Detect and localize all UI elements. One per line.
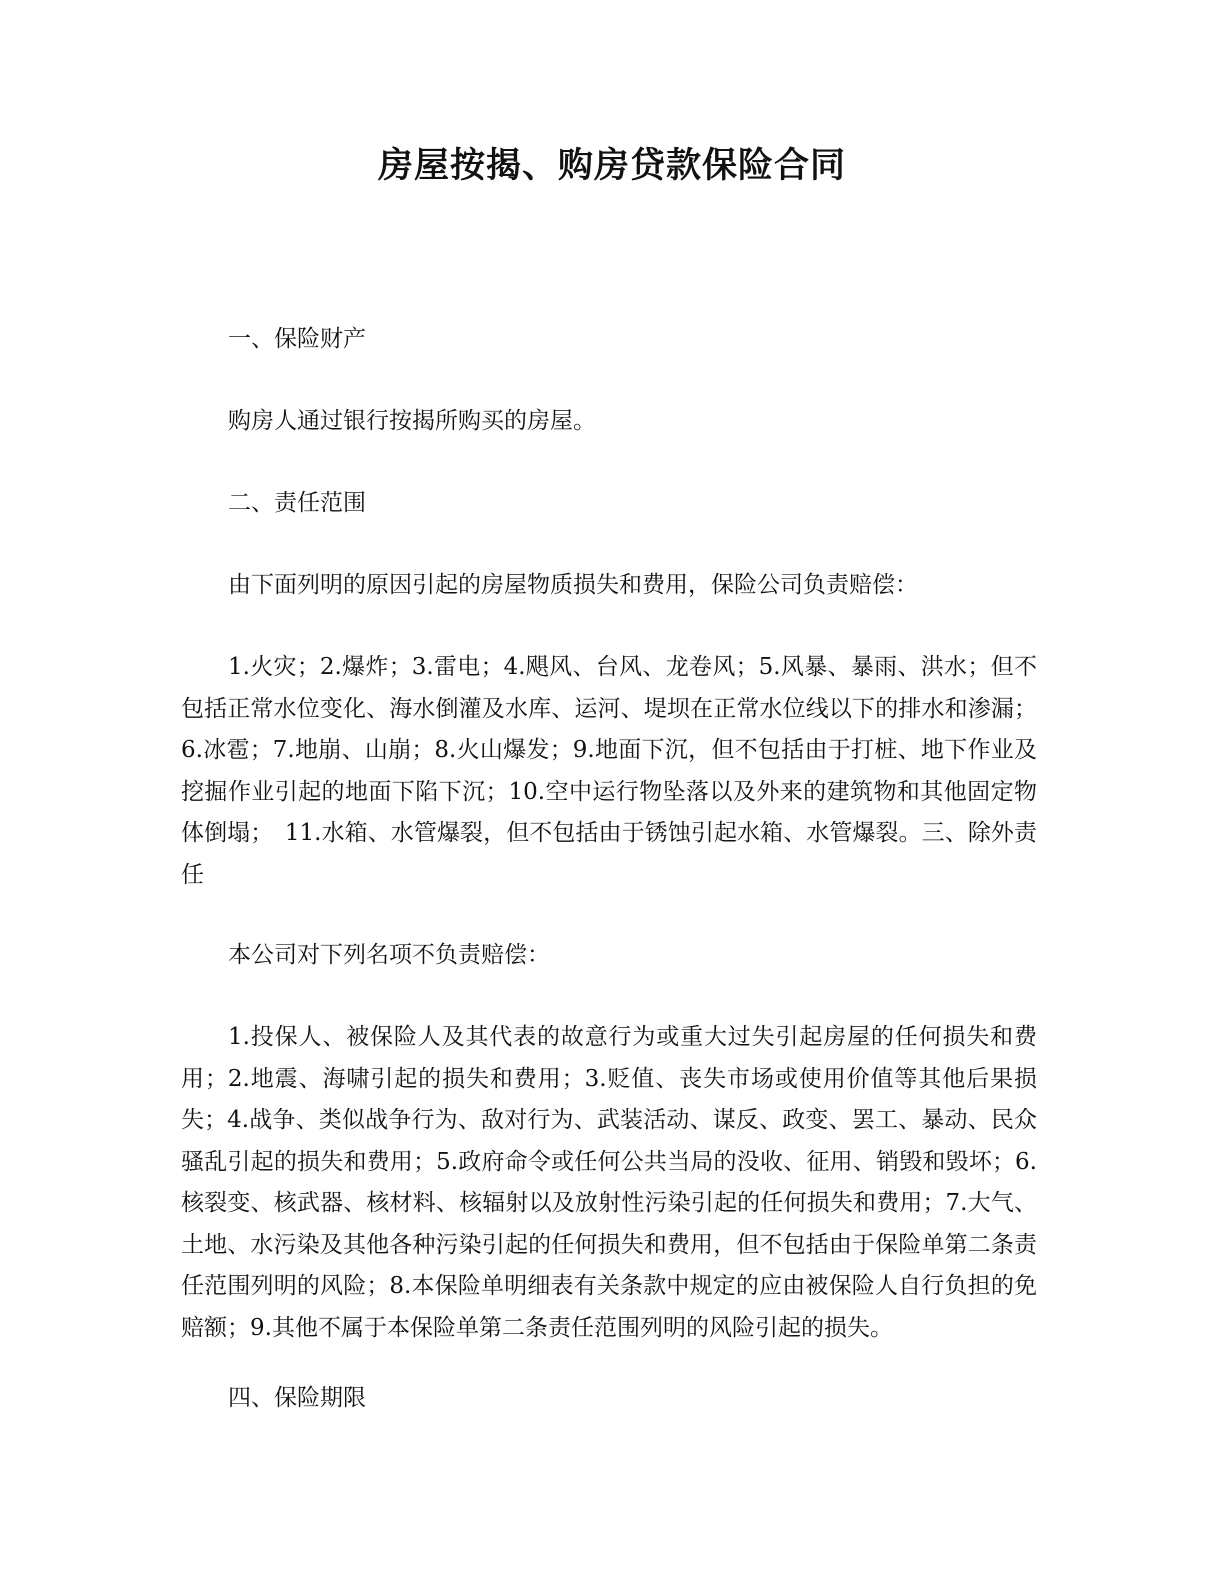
section-heading-liability-scope: 二、责任范围 <box>228 490 366 516</box>
paragraph-exclusions-intro: 本公司对下列名项不负责赔偿： <box>228 942 550 968</box>
document-title: 房屋按揭、购房贷款保险合同 <box>377 146 846 186</box>
paragraph-liability-list: 1.火灾；2.爆炸；3.雷电；4.飓风、台风、龙卷风；5.风暴、暴雨、洪水；但不包括正常水位变化、海水倒灌及水库、运河、堤坝在正常水位线以下的排水和渗漏；6.冰雹；7.地崩、山崩；8.火山爆发；9.地面下沉，但不包括由于打桩、地下作业及挖掘作业引起的地面下陷下沉；10.空中运行物坠落以及外来的建筑物和其他固定物体倒塌； 11.水箱、水管爆裂，但不包括由于锈蚀引起水箱、水管爆裂。三、除外责任 <box>181 654 1037 888</box>
paragraph-insured-property: 购房人通过银行按揭所购买的房屋。 <box>228 408 596 434</box>
section-heading-insurance-period: 四、保险期限 <box>228 1385 366 1411</box>
section-heading-insured-property: 一、保险财产 <box>228 326 366 352</box>
paragraph-liability-intro: 由下面列明的原因引起的房屋物质损失和费用，保险公司负责赔偿： <box>228 572 918 598</box>
paragraph-exclusions-list: 1.投保人、被保险人及其代表的故意行为或重大过失引起房屋的任何损失和费用；2.地震、海啸引起的损失和费用；3.贬值、丧失市场或使用价值等其他后果损失；4.战争、类似战争行为、敌对行为、武装活动、谋反、政变、罢工、暴动、民众骚乱引起的损失和费用；5.政府命令或任何公共当局的没收、征用、销毁和毁坏；6.核裂变、核武器、核材料、核辐射以及放射性污染引起的任何损失和费用；7.大气、土地、水污染及其他各种污染引起的任何损失和费用，但不包括由于保险单第二条责任范围列明的风险；8.本保险单明细表有关条款中规定的应由被保险人自行负担的免赔额；9.其他不属于本保险单第二条责任范围列明的风险引起的损失。 <box>181 1024 1037 1341</box>
